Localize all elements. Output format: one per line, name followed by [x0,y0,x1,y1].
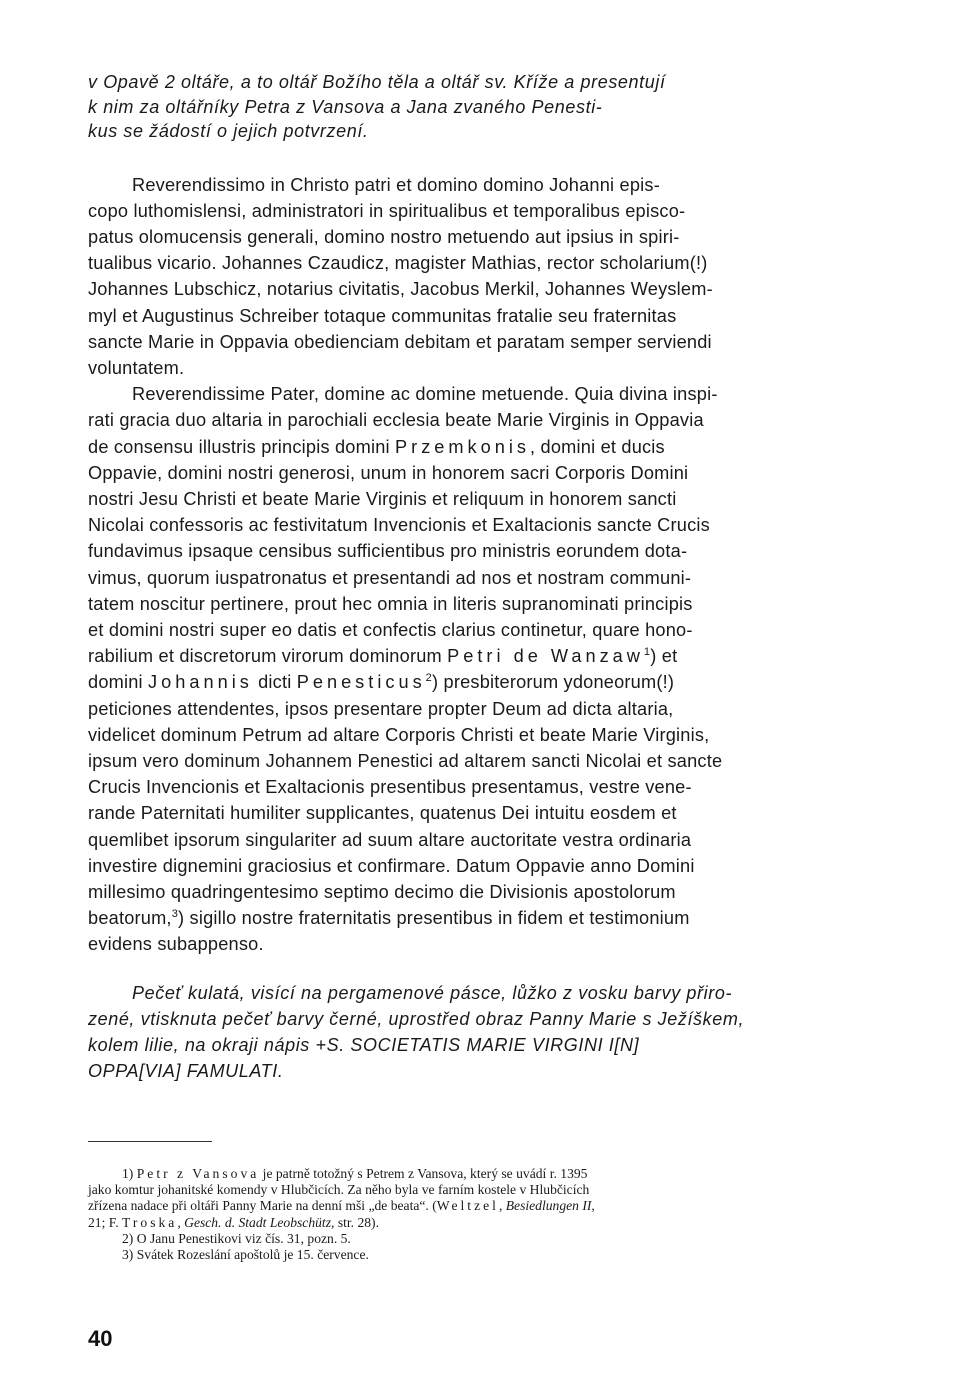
text-line [88,512,878,538]
seal-line [88,1032,878,1058]
text-line [88,172,878,198]
text-span: dicti [252,672,297,693]
intro-line [88,119,878,144]
text-span: tatem noscitur pertinere, prout hec omnia in literis supranominati principis [88,593,693,614]
footnote-text: , [177,1214,185,1230]
text-line [88,774,878,800]
text-span: copo luthomislensi, administratori in spiritualibus et temporalibus episco- [88,200,686,221]
text-line [88,696,878,722]
text-line [88,303,878,329]
footnote-text: O Janu Penestikovi viz čís. 31, pozn. 5. [136,1230,351,1246]
footnote-line [88,1215,878,1231]
text-span: voluntatem. [88,357,185,378]
footnote-separator [88,1141,212,1142]
footnotes [88,1166,878,1263]
text-line [88,486,878,512]
footnote-ref: 3 [171,908,179,921]
text-line [88,434,878,460]
text-span: rande Paternitati humiliter supplicantes, quatenus Dei intuitu eosdem et [88,803,677,824]
intro-text: v Opavě 2 oltáře, a to oltář Božího těla a oltář sv. Kříže a presentují [88,72,666,92]
text-line [88,250,878,276]
text-line [88,722,878,748]
seal-text: OPPA[VIA] FAMULATI. [88,1060,284,1081]
text-line [88,800,878,826]
text-span: Crucis Invencionis et Exaltacionis presentibus presentamus, vestre vene- [88,777,692,798]
text-span: rabilium et discretorum virorum dominorum [88,646,448,667]
text-line [88,460,878,486]
intro-summary [88,70,878,144]
text-line [88,669,878,695]
text-span: millesimo quadringentesimo septimo decimo die Divisionis apostolorum [88,881,676,902]
letter-text [88,172,878,958]
text-span: Reverendissimo in Christo patri et domino domino Johanni epis- [132,174,660,195]
text-span: myl et Augustinus Schreiber totaque communitas fratalie seu fraternitas [88,305,677,326]
intro-text: kus se žádostí o jejich potvrzení. [88,121,369,141]
text-line [88,643,878,669]
footnote-text: , [498,1198,506,1214]
text-span: Oppavie, domini nostri generosi, unum in honorem sacri Corporis Domini [88,462,689,483]
text-span: ) et [650,646,678,667]
text-span: peticiones attendentes, ipsos presentare propter Deum ad dicta altaria, [88,698,674,719]
seal-line [88,1006,878,1032]
footnote-number: 1) [122,1166,134,1181]
text-line [88,407,878,433]
footnote-number: 2) [122,1230,134,1246]
text-span: sancte Marie in Oppavia obedienciam debitam et paratam semper serviendi [88,331,712,352]
page-number: 40 [88,1326,113,1351]
text-span: Johannes Lubschicz, notarius civitatis, Jacobus Merkil, Johannes Weyslem- [88,279,713,300]
letter-address [88,172,878,382]
footnote-ref: 1 [643,646,651,659]
footnote-1 [88,1166,878,1182]
author-name: Weltzel [436,1198,499,1214]
footnote-text: 21; F. [88,1214,123,1230]
seal-text: Pečeť kulatá, visící na pergamenové pásce, lůžko z vosku barvy přiro- [132,982,733,1003]
book-title: Besiedlungen II, [505,1198,595,1214]
person-name: Johannis [148,672,253,693]
author-name: Troska [122,1214,178,1230]
footnote-2 [88,1231,878,1247]
book-title: Gesch. d. Stadt Leobschütz [184,1214,332,1230]
footnote-line [88,1198,878,1214]
text-span: ) sigillo nostre fraternitatis presentibus in fidem et testimonium [178,908,690,929]
text-span: ipsum vero dominum Johannem Penestici ad altarem sancti Nicolai et sancte [88,750,723,771]
text-line [88,276,878,302]
text-span [88,434,665,460]
person-name: Penesticus [296,672,426,693]
text-span: beatorum, [88,908,172,929]
seal-line [88,1058,878,1084]
footnote-3 [88,1247,878,1263]
text-span: rati gracia duo altaria in parochiali ecclesia beate Marie Virginis in Oppavia [88,410,704,431]
text-span: domini [88,672,149,693]
footnote-text: , str. 28). [331,1214,379,1230]
text-line [88,591,878,617]
text-span: videlicet dominum Petrum ad altare Corporis Christi et beate Marie Virginis, [88,724,710,745]
footnote-text: je patrně totožný s Petrem z Vansova, který se uvádí r. 1395 [259,1166,588,1181]
text-span: quemlibet ipsorum singulariter ad suum altare auctoritate vestra ordinaria [88,829,692,850]
footnote-line [88,1182,878,1198]
text-line [88,905,878,931]
text-span: investire dignemini graciosius et confirmare. Datum Oppavie anno Domini [88,855,695,876]
footnote-text: jako komtur johanitské komendy v Hlubčicích. Za něho byla ve farním kostele v Hlubčicích [88,1182,590,1198]
intro-line [88,70,878,95]
text-span: , domini et ducis [530,436,665,457]
person-name: Petri de Wanzaw [447,646,644,667]
seal-text: kolem lilie, na okraji nápis +S. SOCIETATIS MARIE VIRGINI I[N] [88,1034,640,1055]
intro-line [88,95,878,120]
footnote-text: Svátek Rozeslání apoštolů je 15. července. [136,1247,369,1263]
text-span [88,643,677,669]
text-span: patus olomucensis generali, domino nostro metuendo aut ipsius in spiri- [88,226,680,247]
letter-body [88,381,878,957]
footnote-number: 3) [122,1247,134,1263]
text-span: tualibus vicario. Johannes Czaudicz, magister Mathias, rector scholarium(!) [88,253,708,274]
text-span: vimus, quorum iuspatronatus et presentandi ad nos et nostram communi- [88,567,692,588]
person-name: Petr z Vansova [136,1166,260,1181]
text-line [88,853,878,879]
text-line [88,931,878,957]
text-span: nostri Jesu Christi et beate Marie Virginis et reliquum in honorem sancti [88,488,677,509]
text-span: evidens subappenso. [88,934,264,955]
text-span: fundavimus ipsaque censibus sufficientibus pro ministris eorundem dota- [88,541,688,562]
seal-description [88,980,878,1084]
text-line [88,355,878,381]
text-span [88,905,690,931]
intro-text: k nim za oltářníky Petra z Vansova a Jana zvaného Penesti- [88,96,603,117]
text-line [88,565,878,591]
footnote-text: zřízena nadace při oltáři Panny Marie na denní mši „de beata“. ( [88,1198,437,1214]
text-span [88,669,674,695]
text-line [88,538,878,564]
text-span: de consensu illustris principis domini [88,436,396,457]
text-line [88,617,878,643]
text-line [88,748,878,774]
text-span: Nicolai confessoris ac festivitatum Invencionis et Exaltacionis sancte Crucis [88,515,710,536]
seal-line [88,980,878,1006]
text-span: Reverendissime Pater, domine ac domine metuende. Quia divina inspi- [132,384,718,405]
text-line [88,381,878,407]
footnote-ref: 2 [425,672,432,685]
text-line [88,329,878,355]
text-line [88,198,878,224]
text-span: ) presbiterorum ydoneorum(!) [432,672,675,693]
person-name: Przemkonis [395,436,531,457]
seal-text: zené, vtisknuta pečeť barvy černé, uprostřed obraz Panny Marie s Ježíškem, [88,1008,745,1029]
text-line [88,879,878,905]
text-line [88,224,878,250]
text-line [88,827,878,853]
document-page [88,70,878,1084]
text-span: et domini nostri super eo datis et confectis clarius continetur, quare hono- [88,619,693,640]
